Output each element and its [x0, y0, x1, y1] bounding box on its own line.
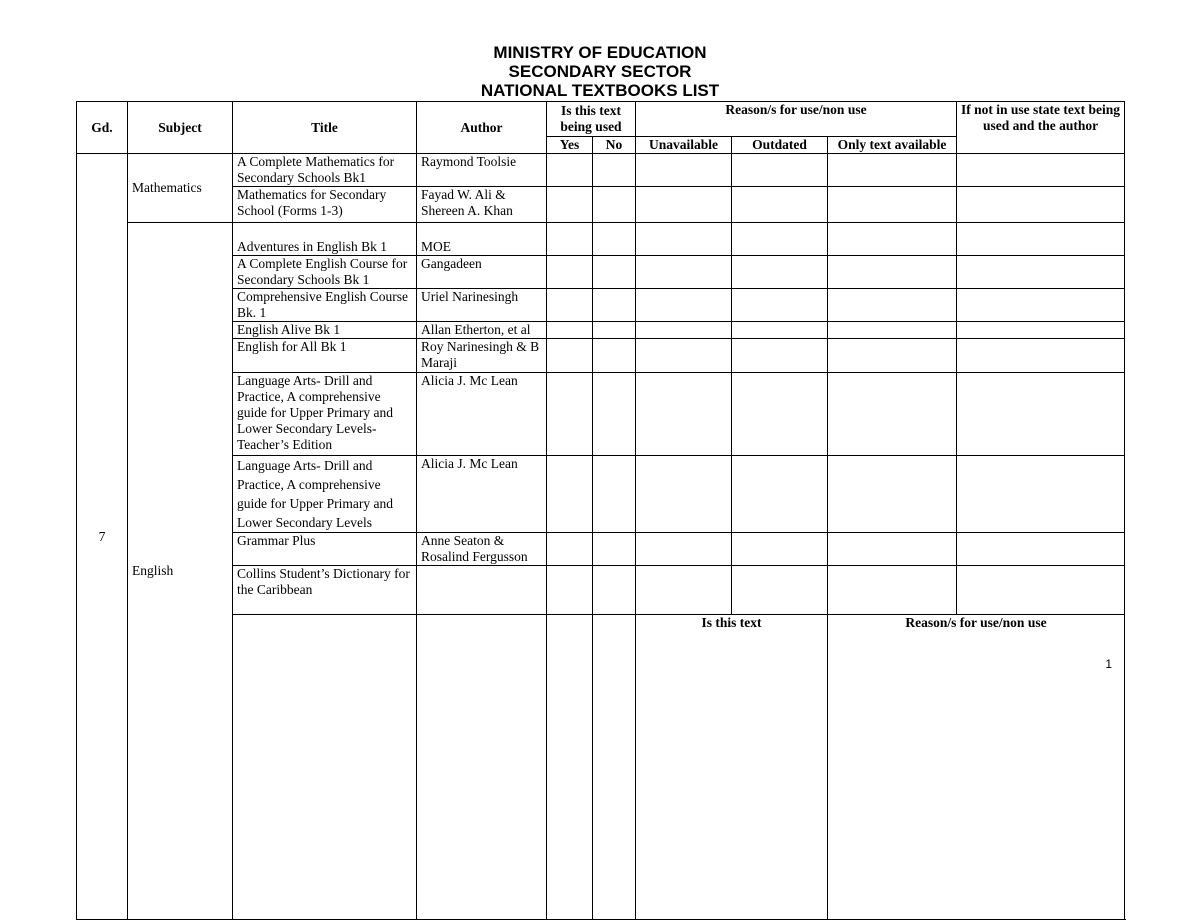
- author-cell: Anne Seaton & Rosalind Fergusson: [417, 533, 547, 566]
- title-cell: Language Arts- Drill and Practice, A comprehensive guide for Upper Primary and Lower Secondary Levels- Teacher’s Edition: [233, 373, 417, 456]
- outdated-cell[interactable]: [732, 322, 828, 339]
- repeat-reason-header: Reason/s for use/non use: [828, 615, 1125, 920]
- title-cell: Comprehensive English Course Bk. 1: [233, 289, 417, 322]
- unavailable-cell[interactable]: [636, 256, 732, 289]
- no-cell[interactable]: [593, 187, 636, 223]
- sector-heading: SECONDARY SECTOR: [508, 62, 692, 81]
- table-row: [77, 154, 1125, 187]
- outdated-cell[interactable]: [732, 339, 828, 373]
- alternative-cell[interactable]: [957, 154, 1125, 187]
- yes-cell[interactable]: [547, 154, 593, 187]
- unavailable-cell[interactable]: [636, 223, 732, 256]
- author-cell: Uriel Narinesingh: [417, 289, 547, 322]
- author-header: Author: [417, 102, 547, 154]
- unavailable-cell[interactable]: [636, 373, 732, 456]
- yes-cell[interactable]: [547, 456, 593, 533]
- no-cell[interactable]: [593, 322, 636, 339]
- outdated-cell[interactable]: [732, 533, 828, 566]
- outdated-cell[interactable]: [732, 154, 828, 187]
- no-cell[interactable]: [593, 256, 636, 289]
- yes-cell[interactable]: [547, 373, 593, 456]
- table-row: [77, 373, 1125, 456]
- outdated-cell[interactable]: [732, 566, 828, 615]
- no-cell[interactable]: [593, 533, 636, 566]
- only-text-cell[interactable]: [828, 256, 957, 289]
- unavailable-cell[interactable]: [636, 339, 732, 373]
- table-row: [77, 289, 1125, 322]
- title-cell: A Complete Mathematics for Secondary Schools Bk1: [233, 154, 417, 187]
- empty-cell: [593, 615, 636, 920]
- title-cell: Grammar Plus: [233, 533, 417, 566]
- table-row: [77, 566, 1125, 615]
- list-heading: NATIONAL TEXTBOOKS LIST: [480, 81, 720, 100]
- subject-header: Subject: [128, 102, 233, 154]
- yes-header: Yes: [547, 137, 593, 154]
- author-cell: Roy Narinesingh & B Maraji: [417, 339, 547, 373]
- only-text-cell[interactable]: [828, 223, 957, 256]
- unavailable-header: Unavailable: [636, 137, 732, 154]
- yes-cell[interactable]: [547, 256, 593, 289]
- author-cell: Raymond Toolsie: [417, 154, 547, 187]
- no-cell[interactable]: [593, 223, 636, 256]
- only-text-cell[interactable]: [828, 373, 957, 456]
- outdated-cell[interactable]: [732, 187, 828, 223]
- alternative-cell[interactable]: [957, 533, 1125, 566]
- yes-cell[interactable]: [547, 339, 593, 373]
- alternative-cell[interactable]: [957, 566, 1125, 615]
- table-row: [77, 533, 1125, 566]
- empty-cell: [417, 615, 547, 920]
- alternative-cell[interactable]: [957, 322, 1125, 339]
- table-row: [77, 187, 1125, 223]
- outdated-cell[interactable]: [732, 373, 828, 456]
- unavailable-cell[interactable]: [636, 187, 732, 223]
- only-text-cell[interactable]: [828, 533, 957, 566]
- no-cell[interactable]: [593, 339, 636, 373]
- no-cell[interactable]: [593, 289, 636, 322]
- repeat-header-row: [77, 615, 1125, 920]
- alternative-cell[interactable]: [957, 256, 1125, 289]
- no-cell[interactable]: [593, 566, 636, 615]
- only-text-cell[interactable]: [828, 456, 957, 533]
- empty-cell: [547, 615, 593, 920]
- yes-cell[interactable]: [547, 566, 593, 615]
- only-text-cell[interactable]: [828, 154, 957, 187]
- title-cell: A Complete English Course for Secondary Schools Bk 1: [233, 256, 417, 289]
- author-cell: Alicia J. Mc Lean: [417, 456, 547, 533]
- no-cell[interactable]: [593, 456, 636, 533]
- only-text-cell[interactable]: [828, 187, 957, 223]
- only-text-header: Only text available: [828, 137, 957, 154]
- ministry-heading: MINISTRY OF EDUCATION: [493, 43, 707, 62]
- author-cell: MOE: [417, 223, 547, 256]
- title-header: Title: [233, 102, 417, 154]
- outdated-cell[interactable]: [732, 223, 828, 256]
- unavailable-cell[interactable]: [636, 456, 732, 533]
- no-cell[interactable]: [593, 373, 636, 456]
- title-cell: Mathematics for Secondary School (Forms 1-3): [233, 187, 417, 223]
- unavailable-cell[interactable]: [636, 154, 732, 187]
- author-cell: Alicia J. Mc Lean: [417, 373, 547, 456]
- unavailable-cell[interactable]: [636, 566, 732, 615]
- subject-cell-mathematics: Mathematics: [128, 154, 233, 223]
- title-cell: English Alive Bk 1: [233, 322, 417, 339]
- unavailable-cell[interactable]: [636, 322, 732, 339]
- author-cell: Allan Etherton, et al: [417, 322, 547, 339]
- no-header: No: [593, 137, 636, 154]
- empty-cell: [233, 615, 417, 920]
- no-cell[interactable]: [593, 154, 636, 187]
- only-text-cell[interactable]: [828, 566, 957, 615]
- repeat-in-use-header: Is this text: [636, 615, 828, 920]
- title-cell: Language Arts- Drill and Practice, A comprehensive guide for Upper Primary and Lower Secondary Levels: [233, 456, 417, 533]
- alternative-cell[interactable]: [957, 456, 1125, 533]
- table-row: [77, 223, 1125, 256]
- alternative-cell[interactable]: [957, 339, 1125, 373]
- yes-cell[interactable]: [547, 187, 593, 223]
- only-text-cell[interactable]: [828, 289, 957, 322]
- textbooks-table: [76, 101, 1125, 920]
- outdated-header: Outdated: [732, 137, 828, 154]
- only-text-cell[interactable]: [828, 339, 957, 373]
- table-row: [77, 456, 1125, 533]
- in-use-header: Is this text being used: [547, 102, 636, 137]
- header-row-1: [77, 102, 1125, 137]
- yes-cell[interactable]: [547, 223, 593, 256]
- table-row: [77, 256, 1125, 289]
- unavailable-cell[interactable]: [636, 533, 732, 566]
- outdated-cell[interactable]: [732, 456, 828, 533]
- reason-header: Reason/s for use/non use: [636, 102, 957, 137]
- author-cell: Gangadeen: [417, 256, 547, 289]
- author-cell: [417, 566, 547, 615]
- outdated-cell[interactable]: [732, 256, 828, 289]
- grade-cell: 7: [77, 154, 128, 920]
- yes-cell[interactable]: [547, 289, 593, 322]
- unavailable-cell[interactable]: [636, 289, 732, 322]
- subject-cell-english: English: [128, 223, 233, 920]
- alternative-cell[interactable]: [957, 289, 1125, 322]
- yes-cell[interactable]: [547, 533, 593, 566]
- title-cell: Collins Student’s Dictionary for the Caribbean: [233, 566, 417, 615]
- table-row: [77, 322, 1125, 339]
- author-cell: Fayad W. Ali & Shereen A. Khan: [417, 187, 547, 223]
- alternative-header: If not in use state text being used and the author: [957, 102, 1125, 154]
- title-cell: English for All Bk 1: [233, 339, 417, 373]
- grade-header: Gd.: [77, 102, 128, 154]
- only-text-cell[interactable]: [828, 322, 957, 339]
- page-number: 1: [1105, 657, 1112, 671]
- table-row: [77, 339, 1125, 373]
- alternative-cell[interactable]: [957, 373, 1125, 456]
- yes-cell[interactable]: [547, 322, 593, 339]
- outdated-cell[interactable]: [732, 289, 828, 322]
- alternative-cell[interactable]: [957, 223, 1125, 256]
- alternative-cell[interactable]: [957, 187, 1125, 223]
- title-cell: Adventures in English Bk 1: [233, 223, 417, 256]
